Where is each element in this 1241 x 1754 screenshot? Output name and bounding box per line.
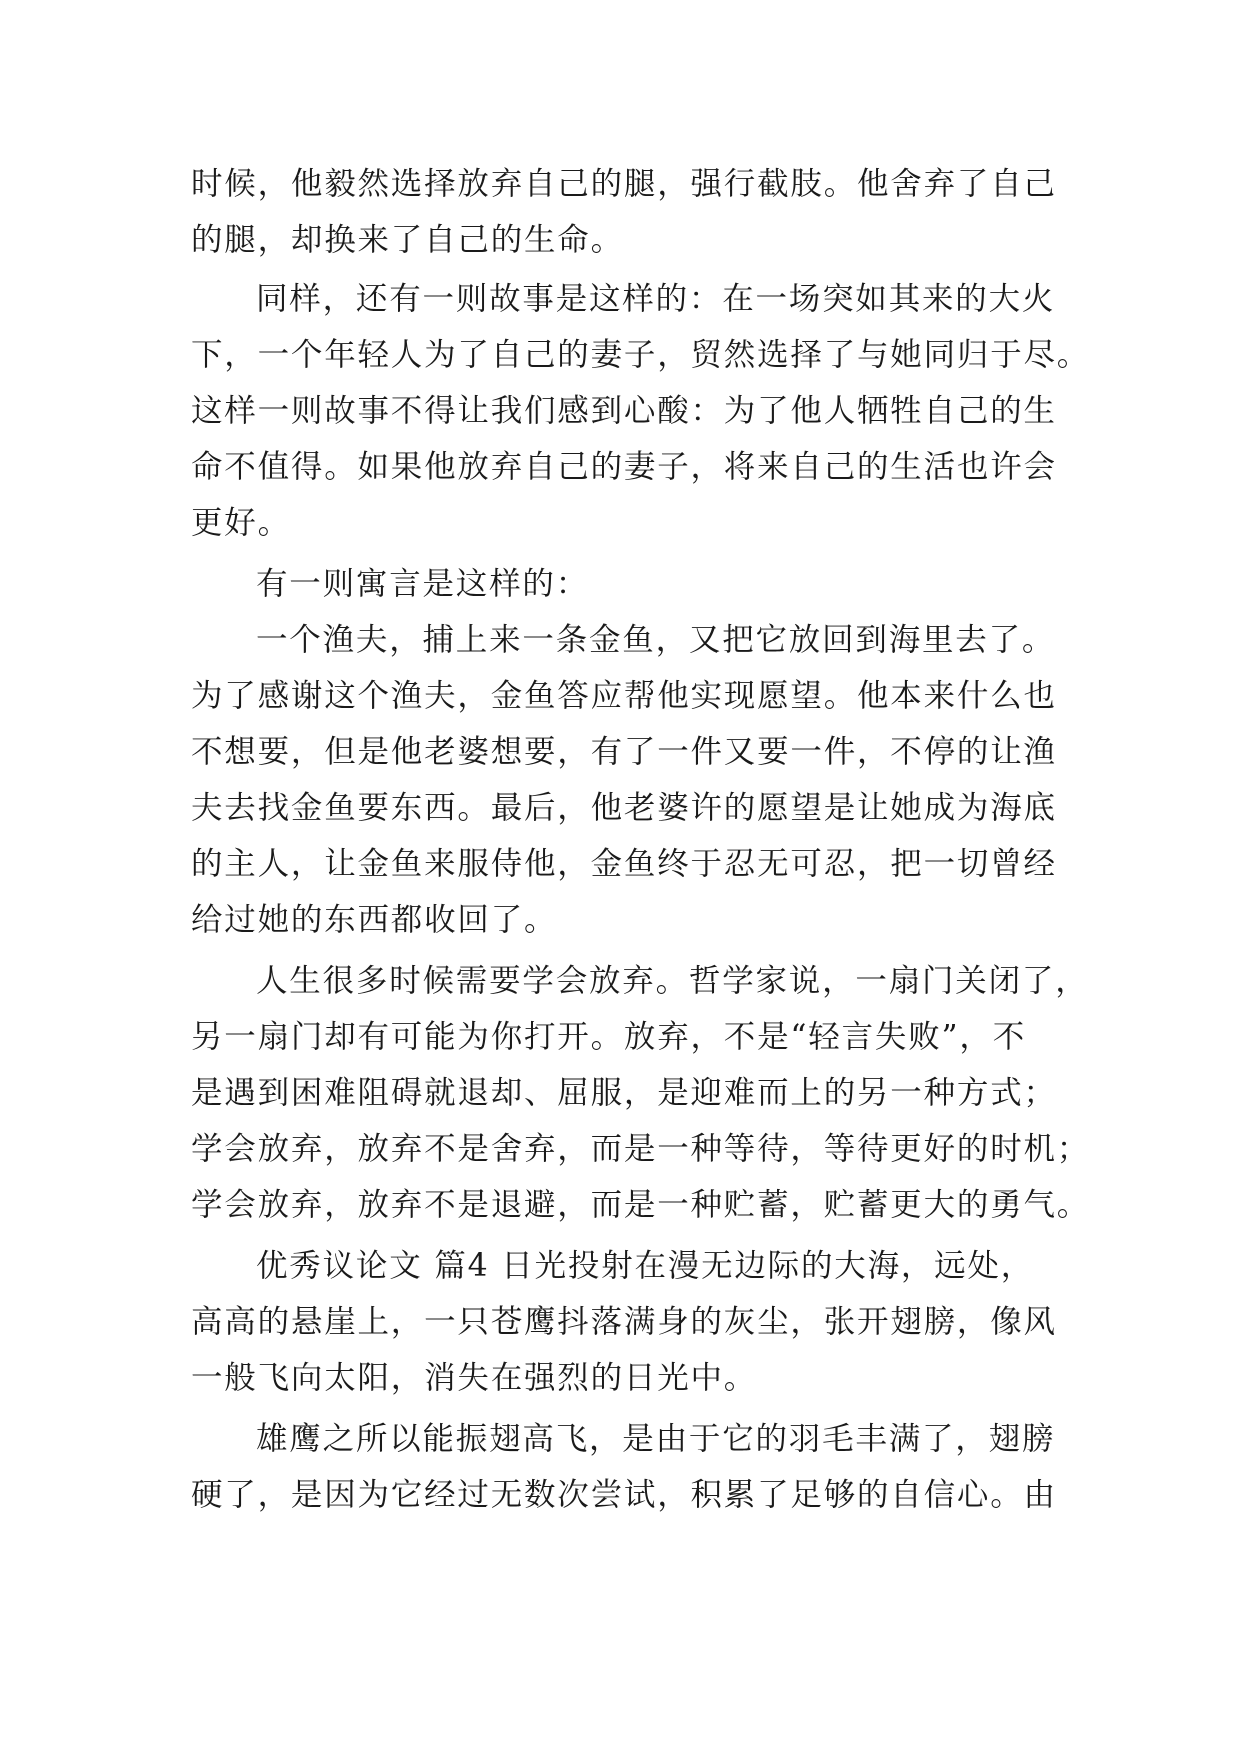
paragraph-first-line: 一个渔夫，捕上来一条金鱼，又把它放回到海里去了。 xyxy=(256,622,1056,658)
paragraph-first-line: 有一则寓言是这样的： xyxy=(256,566,590,602)
text-line: 下，一个年轻人为了自己的妻子，贸然选择了与她同归于尽。 xyxy=(191,337,1091,373)
text-line: 一般飞向太阳，消失在强烈的日光中。 xyxy=(191,1360,758,1396)
text-line: 的腿，却换来了自己的生命。 xyxy=(191,222,624,258)
text-line: 为了感谢这个渔夫，金鱼答应帮他实现愿望。他本来什么也 xyxy=(191,678,1057,714)
text-line: 学会放弃，放弃不是退避，而是一种贮蓄，贮蓄更大的勇气。 xyxy=(191,1187,1091,1223)
text-line: 时候，他毅然选择放弃自己的腿，强行截肢。他舍弃了自己 xyxy=(191,166,1057,202)
text-line: 夫去找金鱼要东西。最后，他老婆许的愿望是让她成为海底 xyxy=(191,790,1057,826)
paragraph-first-line: 人生很多时候需要学会放弃。哲学家说，一扇门关闭了， xyxy=(256,963,1089,999)
text-line: 不想要，但是他老婆想要，有了一件又要一件，不停的让渔 xyxy=(191,734,1057,770)
text-line: 学会放弃，放弃不是舍弃，而是一种等待，等待更好的时机； xyxy=(191,1131,1091,1167)
text-line: 更好。 xyxy=(191,505,291,541)
text-line: 是遇到困难阻碍就退却、屈服，是迎难而上的另一种方式； xyxy=(191,1075,1057,1111)
text-line: 这样一则故事不得让我们感到心酸：为了他人牺牲自己的生 xyxy=(191,393,1057,429)
text-line: 的主人，让金鱼来服侍他，金鱼终于忍无可忍，把一切曾经 xyxy=(191,846,1057,882)
text-line: 另一扇门却有可能为你打开。放弃，不是“轻言失败”，不 xyxy=(191,1019,1027,1055)
paragraph-first-line: 同样，还有一则故事是这样的：在一场突如其来的大火 xyxy=(256,281,1056,317)
text-line: 硬了，是因为它经过无数次尝试，积累了足够的自信心。由 xyxy=(191,1477,1057,1513)
text-line: 高高的悬崖上，一只苍鹰抖落满身的灰尘，张开翅膀，像风 xyxy=(191,1304,1057,1340)
text-line: 给过她的东西都收回了。 xyxy=(191,902,558,938)
section-heading-line: 优秀议论文 篇4 日光投射在漫无边际的大海，远处， xyxy=(256,1248,1035,1284)
paragraph-first-line: 雄鹰之所以能振翅高飞，是由于它的羽毛丰满了，翅膀 xyxy=(256,1421,1056,1457)
text-line: 命不值得。如果他放弃自己的妻子，将来自己的生活也许会 xyxy=(191,449,1057,485)
